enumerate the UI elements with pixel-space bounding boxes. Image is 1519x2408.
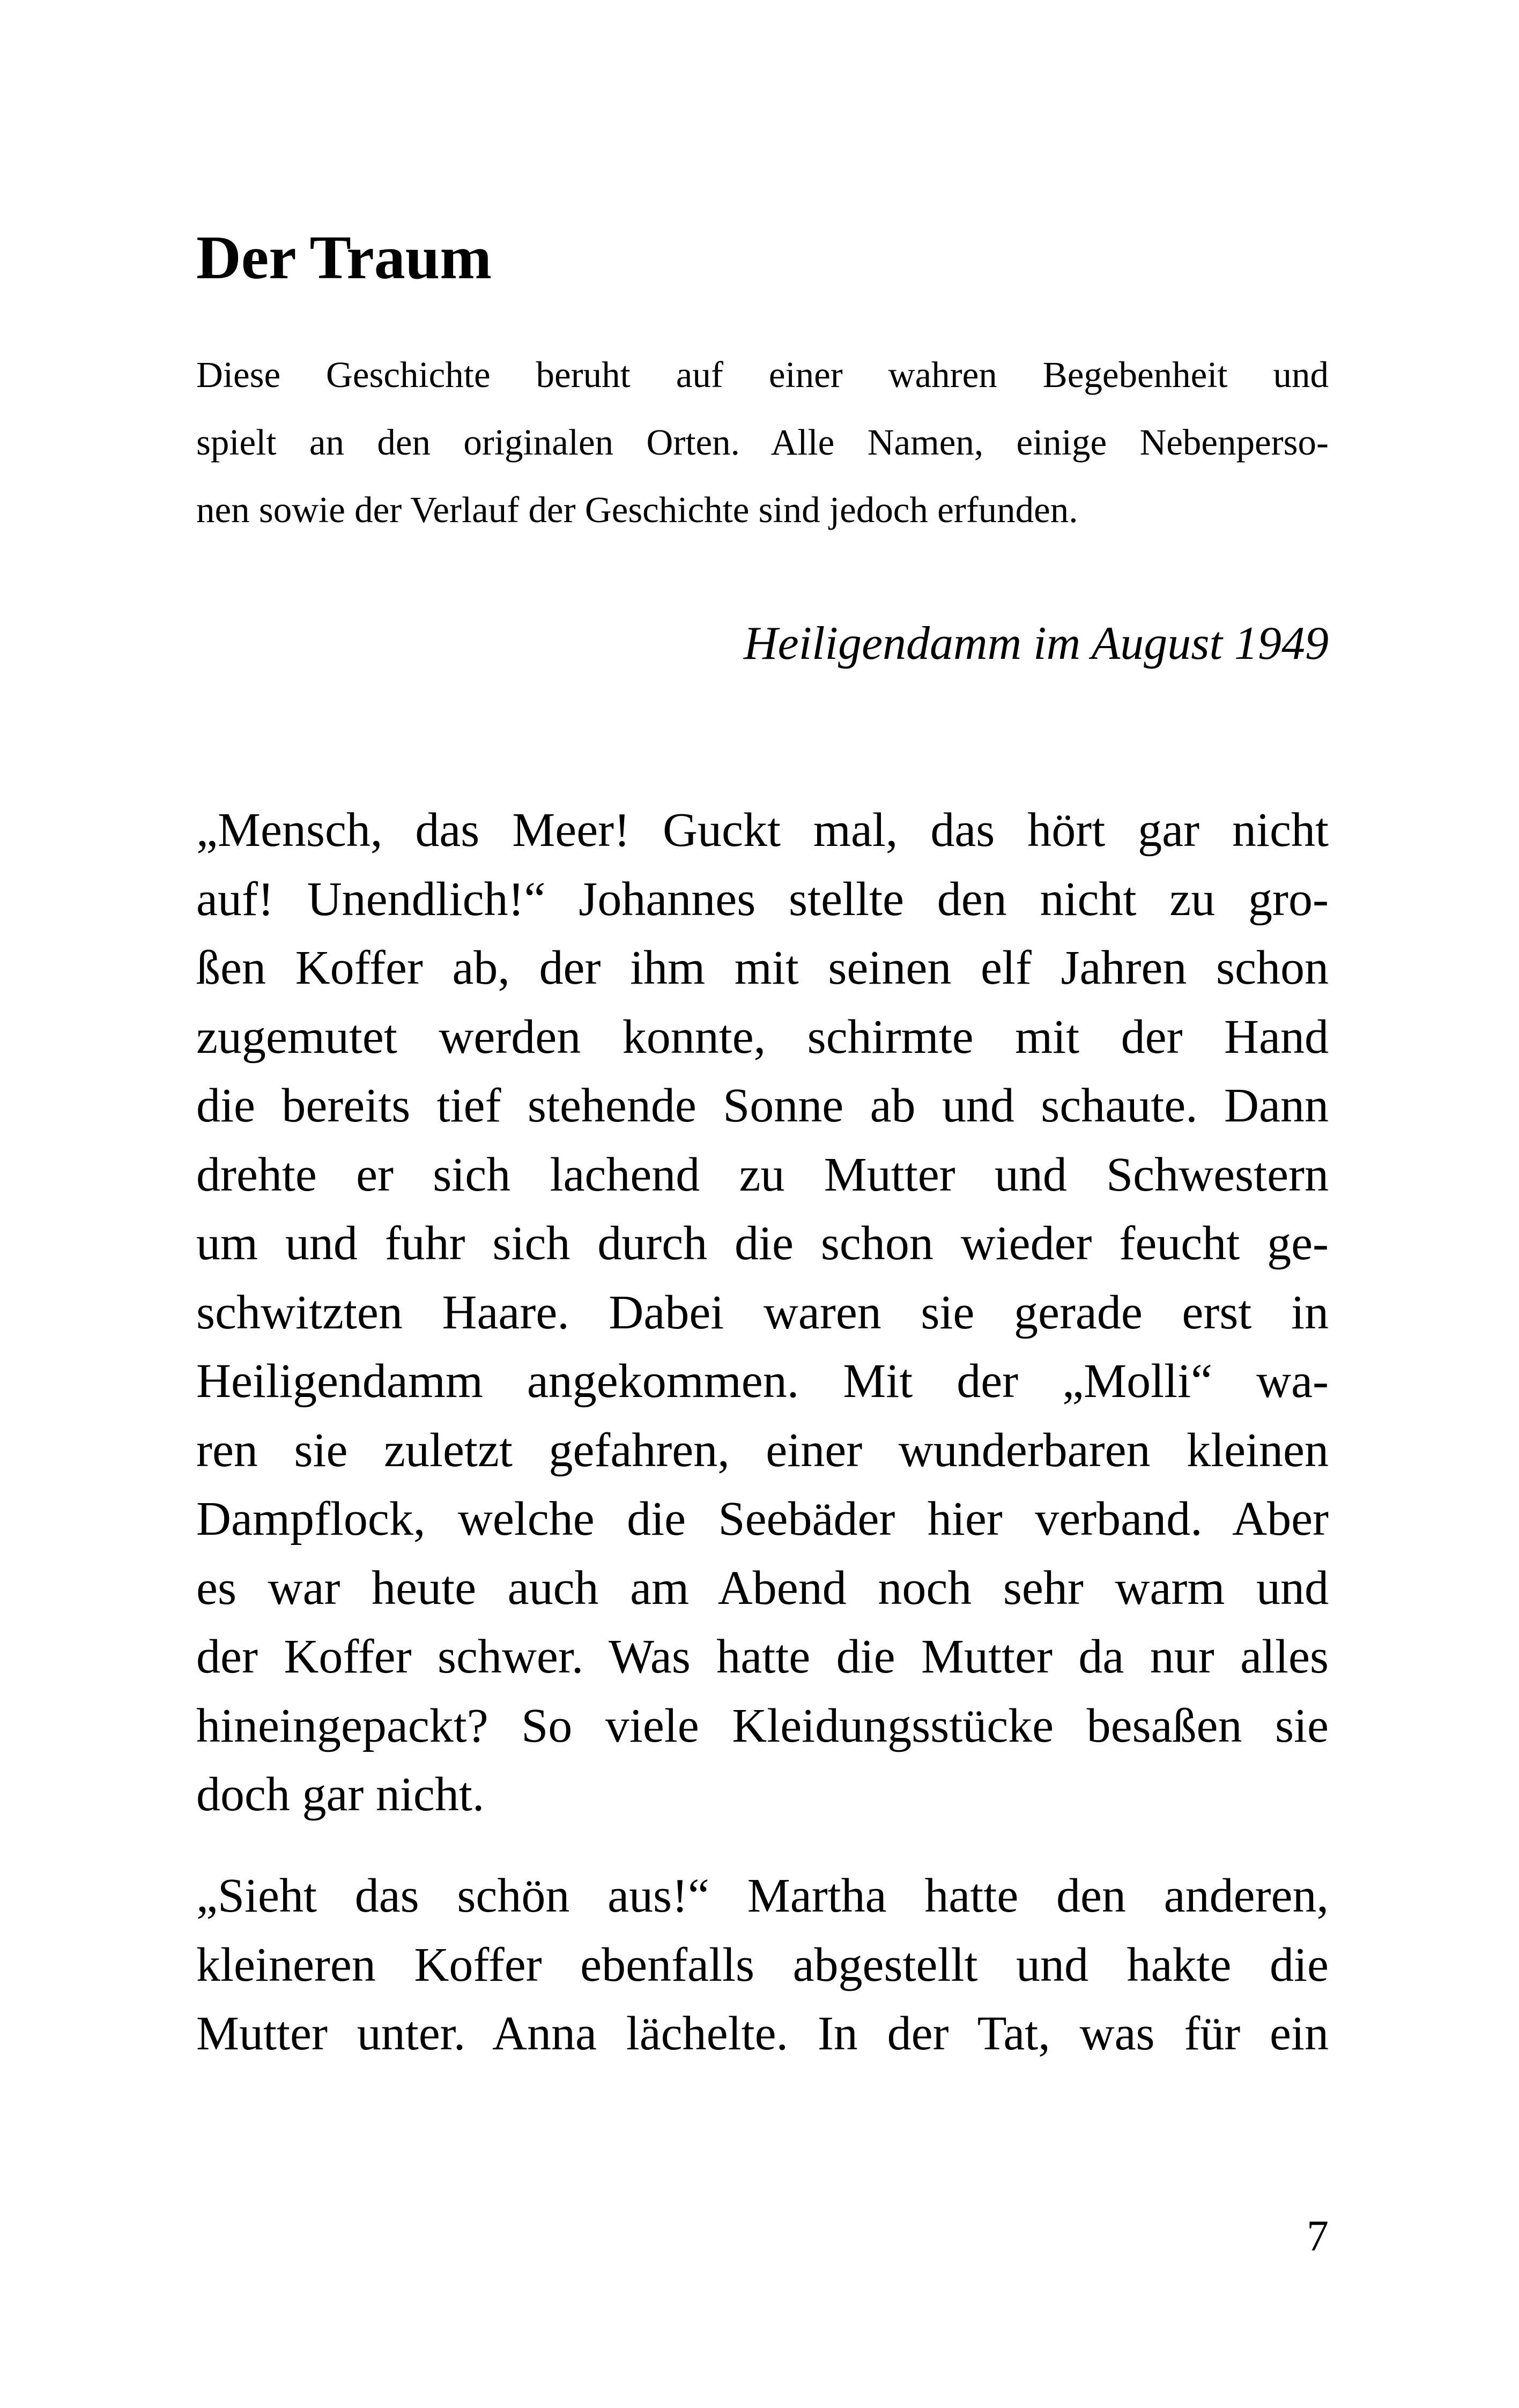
intro-note (196, 341, 1329, 544)
story-paragraph-2 (196, 1862, 1329, 2069)
story-line: der Koffer schwer. Was hatte die Mutter da nur alles (196, 1630, 1329, 1683)
page-number: 7 (1307, 2211, 1329, 2260)
intro-line: Diese Geschichte beruht auf einer wahren Begebenheit und (196, 354, 1329, 395)
intro-line: spielt an den originalen Orten. Alle Namen, einige Nebenperso- (196, 422, 1329, 463)
story-line: Dampflock, welche die Seebäder hier verband. Aber (196, 1492, 1329, 1545)
story-line: auf! Unendlich!“ Johannes stellte den nicht zu gro- (196, 872, 1329, 926)
story-line: Mutter unter. Anna lächelte. In der Tat, was für ein (196, 2007, 1329, 2060)
story-line: zugemutet werden konnte, schirmte mit der Hand (196, 1010, 1329, 1064)
story-line: hineingepackt? So viele Kleidungsstücke besaßen sie (196, 1699, 1329, 1752)
story-line: schwitzten Haare. Dabei waren sie gerade erst in (196, 1285, 1329, 1339)
story-line: ren sie zuletzt gefahren, einer wunderbaren kleinen (196, 1423, 1329, 1477)
story-line: um und fuhr sich durch die schon wieder feucht ge- (196, 1217, 1329, 1270)
intro-line: nen sowie der Verlauf der Geschichte sind jedoch erfunden. (196, 489, 1078, 530)
story-line: Heiligendamm angekommen. Mit der „Molli“ wa- (196, 1355, 1329, 1408)
story-line: „Mensch, das Meer! Guckt mal, das hört gar nicht (196, 804, 1329, 857)
story-line: die bereits tief stehende Sonne ab und schaute. Dann (196, 1079, 1329, 1132)
dateline: Heiligendamm im August 1949 (744, 618, 1329, 670)
story-line: drehte er sich lachend zu Mutter und Schwestern (196, 1148, 1329, 1201)
story-line: es war heute auch am Abend noch sehr warm und (196, 1561, 1329, 1615)
story-line: „Sieht das schön aus!“ Martha hatte den anderen, (196, 1869, 1329, 1922)
story-line: ßen Koffer ab, der ihm mit seinen elf Jahren schon (196, 941, 1329, 994)
story-paragraph-1 (196, 796, 1329, 1830)
chapter-title: Der Traum (196, 224, 492, 292)
story-line: kleineren Koffer ebenfalls abgestellt und hakte die (196, 1938, 1329, 1991)
story-line: doch gar nicht. (196, 1768, 485, 1821)
